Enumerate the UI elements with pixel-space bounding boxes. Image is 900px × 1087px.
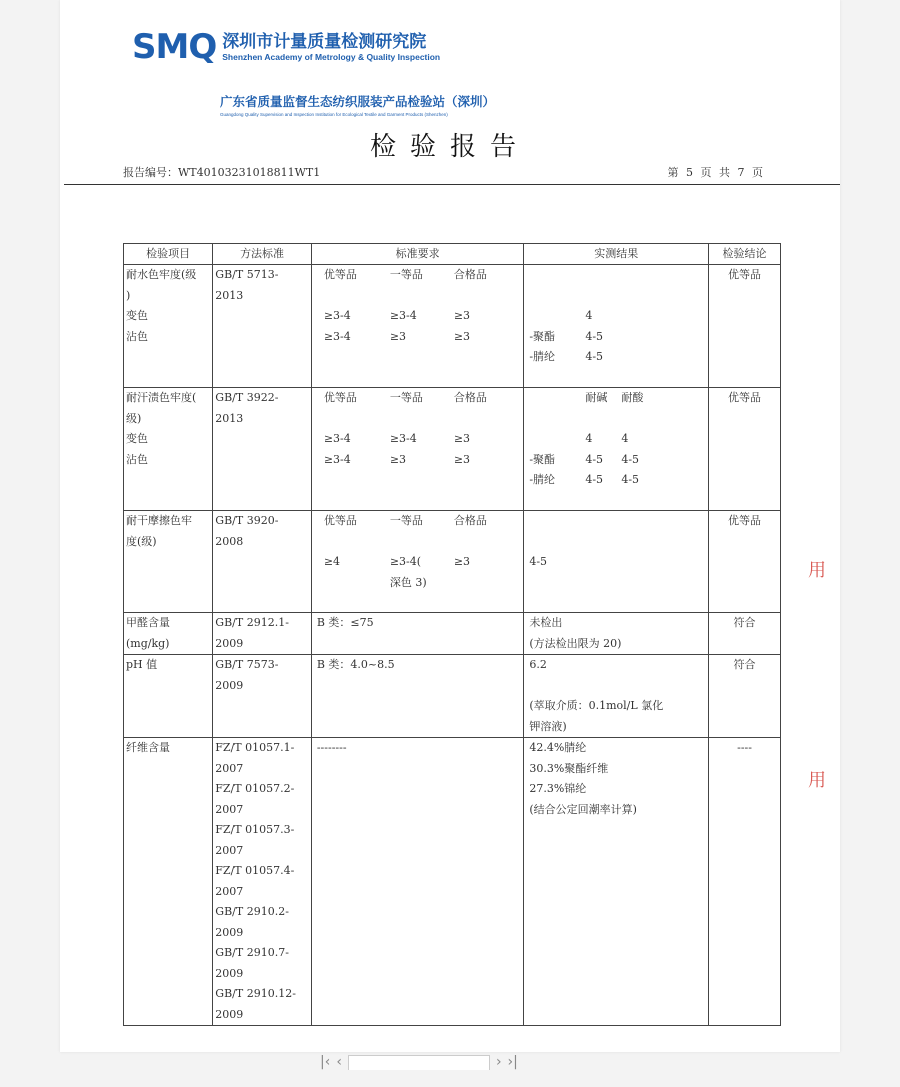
grade-value: ≥3 xyxy=(389,329,407,343)
method-cell xyxy=(213,511,312,613)
station-name-en: Guangdong Quality Supervision and Inspection Institution for Ecological Textile and Garment Products (Shenzhen) xyxy=(220,112,448,117)
grade-value: 深色 3) xyxy=(389,575,427,589)
method-text: FZ/T 01057.2- xyxy=(215,782,295,795)
table-row xyxy=(124,655,781,738)
spacer xyxy=(324,409,521,430)
result-value: 4 xyxy=(585,432,593,445)
result-cell xyxy=(524,265,709,388)
item-cell xyxy=(124,655,213,738)
column-header: 标准要求 xyxy=(311,244,523,265)
method-text: 2009 xyxy=(215,925,244,939)
grade-value: ≥3-4 xyxy=(323,329,351,343)
grade-label: 优等品 xyxy=(323,514,357,527)
method-cell xyxy=(213,388,312,511)
result-label: -腈纶 xyxy=(529,350,556,363)
grade-label: 一等品 xyxy=(389,514,423,527)
result-line xyxy=(529,450,706,471)
spacer xyxy=(529,265,706,286)
result-cell xyxy=(524,738,709,1026)
requirement-line xyxy=(324,573,521,594)
prev-page-button[interactable]: ‹ xyxy=(336,1054,342,1070)
result-cell xyxy=(524,511,709,613)
method-text: 2009 xyxy=(215,1007,244,1021)
method-text: GB/T 2910.12- xyxy=(215,987,296,1000)
column-header: 检验结论 xyxy=(709,244,781,265)
table-row xyxy=(124,738,781,1026)
method-text: 2007 xyxy=(215,843,244,857)
grade-value xyxy=(454,573,514,594)
requirement-line xyxy=(324,306,521,327)
item-text: 级) xyxy=(126,411,142,425)
method-text: 2013 xyxy=(215,288,244,302)
column-header: 检验项目 xyxy=(124,244,213,265)
method-text: 2008 xyxy=(215,534,244,548)
result-label: -聚酯 xyxy=(529,329,556,343)
grade-value: ≥3-4 xyxy=(389,309,417,322)
grade-label: 一等品 xyxy=(389,391,423,404)
result-value: 6.2 xyxy=(529,658,547,671)
table-row xyxy=(124,613,781,655)
method-text: 2007 xyxy=(215,802,244,816)
first-page-button[interactable]: |‹ xyxy=(320,1054,331,1070)
result-label xyxy=(529,306,585,327)
result-value: 4 xyxy=(585,309,593,322)
result-value: 27.3%锦纶 xyxy=(529,782,587,795)
inspection-table xyxy=(123,243,781,1026)
report-page xyxy=(60,0,840,1052)
result-value: 未检出 xyxy=(529,616,563,629)
item-cell xyxy=(124,388,213,511)
grade-label: 优等品 xyxy=(323,391,357,404)
grade-label: 合格品 xyxy=(453,391,487,404)
result-value: 4-5 xyxy=(621,452,640,466)
item-cell xyxy=(124,613,213,655)
method-text: 2007 xyxy=(215,884,244,898)
grade-value: ≥3 xyxy=(453,432,471,445)
spacer xyxy=(324,532,521,553)
header-divider xyxy=(64,184,840,185)
result-value: 4-5 xyxy=(585,473,604,486)
method-text: 2009 xyxy=(215,966,244,980)
requirement-cell xyxy=(311,511,523,613)
grade-value: ≥4 xyxy=(323,555,341,568)
station-name-cn: 广东省质量监督生态纺织服装产品检验站（深圳） xyxy=(220,94,496,109)
requirement-line xyxy=(324,552,521,573)
spacer xyxy=(529,511,706,532)
conclusion-cell: ---- xyxy=(709,738,781,1026)
result-value: 4-5 xyxy=(585,350,604,363)
result-label: 耐碱 xyxy=(585,391,608,404)
method-cell xyxy=(213,265,312,388)
table-row xyxy=(124,511,781,613)
requirement-line xyxy=(324,450,521,471)
result-value: 4-5 xyxy=(529,555,548,568)
result-cell xyxy=(524,655,709,738)
conclusion-cell: 符合 xyxy=(709,613,781,655)
requirement-line xyxy=(324,511,521,532)
spacer xyxy=(529,532,706,553)
method-text: GB/T 2912.1- xyxy=(215,616,289,629)
organization-name xyxy=(222,32,440,63)
item-text: 变色 xyxy=(126,432,148,445)
method-text: GB/T 2910.7- xyxy=(215,946,289,959)
item-text: ) xyxy=(126,288,131,302)
item-text: 耐水色牢度(级 xyxy=(126,268,197,281)
grade-value: ≥3-4 xyxy=(323,432,351,445)
result-line xyxy=(529,306,706,327)
result-line xyxy=(529,388,706,409)
grade-label: 合格品 xyxy=(453,514,487,527)
result-label xyxy=(529,429,585,450)
item-text: 纤维含量 xyxy=(126,741,170,754)
grade-value: ≥3 xyxy=(453,329,471,343)
grade-value: ≥3 xyxy=(389,452,407,466)
spacer xyxy=(324,286,521,307)
grade-value: ≥3 xyxy=(453,555,471,568)
method-text: GB/T 3920- xyxy=(215,514,279,527)
method-text: 2007 xyxy=(215,761,244,775)
table-row xyxy=(124,388,781,511)
grade-value: ≥3 xyxy=(453,309,471,322)
grade-label: 合格品 xyxy=(453,268,487,281)
item-cell xyxy=(124,738,213,1026)
method-text: FZ/T 01057.1- xyxy=(215,741,295,754)
result-line xyxy=(529,327,706,348)
spacer xyxy=(529,676,706,697)
item-text: 沾色 xyxy=(126,452,148,466)
column-header: 方法标准 xyxy=(213,244,312,265)
method-cell xyxy=(213,655,312,738)
seal-stamp-fragment: 用 xyxy=(808,770,826,791)
requirement-cell xyxy=(311,265,523,388)
org-name-en: Shenzhen Academy of Metrology & Quality Inspection xyxy=(222,51,441,62)
requirement-line xyxy=(324,429,521,450)
last-page-button[interactable]: ›| xyxy=(507,1054,518,1070)
page-input[interactable] xyxy=(348,1055,490,1070)
spacer xyxy=(529,409,706,430)
item-text: 耐干摩擦色牢 xyxy=(126,514,192,527)
page-counter: 第 5 页 共 7 页 xyxy=(667,166,765,179)
result-value: 4-5 xyxy=(585,452,604,466)
next-page-button[interactable]: › xyxy=(495,1054,502,1070)
grade-label: 优等品 xyxy=(323,268,357,281)
result-value: 4 xyxy=(621,432,629,445)
item-text: 变色 xyxy=(126,309,148,322)
method-cell xyxy=(213,613,312,655)
result-note: (萃取介质：0.1mol/L 氯化 xyxy=(529,699,664,712)
station-name xyxy=(220,92,495,117)
table-header-row xyxy=(124,244,781,265)
result-line xyxy=(529,347,706,368)
pagination-bar xyxy=(320,1054,518,1070)
method-cell xyxy=(213,738,312,1026)
requirement-cell: B 类：≤75 xyxy=(311,613,523,655)
item-cell xyxy=(124,265,213,388)
method-text: GB/T 5713- xyxy=(215,268,279,281)
item-text: 度(级) xyxy=(126,534,157,548)
conclusion-cell: 优等品 xyxy=(709,511,781,613)
conclusion-cell: 符合 xyxy=(709,655,781,738)
method-text: FZ/T 01057.3- xyxy=(215,823,295,836)
grade-value: ≥3-4 xyxy=(323,452,351,466)
seal-stamp-fragment: 用 xyxy=(808,560,826,581)
grade-label: 一等品 xyxy=(389,268,423,281)
requirement-cell: B 类：4.0~8.5 xyxy=(311,655,523,738)
result-value: 4-5 xyxy=(585,329,604,343)
result-label: -腈纶 xyxy=(529,473,556,486)
result-label xyxy=(529,388,585,409)
org-name-cn: 深圳市计量质量检测研究院 xyxy=(222,31,427,52)
result-value: 42.4%腈纶 xyxy=(529,741,587,754)
result-line xyxy=(529,470,706,491)
table-row xyxy=(124,265,781,388)
method-text: GB/T 3922- xyxy=(215,391,279,404)
grade-value: ≥3-4 xyxy=(323,309,351,322)
result-note: 钾溶液) xyxy=(529,719,567,733)
conclusion-cell: 优等品 xyxy=(709,388,781,511)
item-text: pH 值 xyxy=(126,658,158,671)
method-text: 2009 xyxy=(215,678,244,692)
grade-value: ≥3 xyxy=(453,452,471,466)
item-text: 甲醛含量 xyxy=(126,616,170,629)
requirement-cell xyxy=(311,388,523,511)
method-text: 2009 xyxy=(215,636,244,650)
method-text: GB/T 2910.2- xyxy=(215,905,289,918)
requirement-line xyxy=(324,327,521,348)
column-header: 实测结果 xyxy=(524,244,709,265)
method-text: FZ/T 01057.4- xyxy=(215,864,295,877)
method-text: 2013 xyxy=(215,411,244,425)
result-line xyxy=(529,429,706,450)
result-value: 30.3%聚酯纤维 xyxy=(529,761,609,775)
report-title: 检验报告 xyxy=(369,132,530,162)
requirement-line xyxy=(324,388,521,409)
item-cell xyxy=(124,511,213,613)
requirement-cell: -------- xyxy=(311,738,523,1026)
result-note: (结合公定回潮率计算) xyxy=(529,802,637,816)
method-text: GB/T 7573- xyxy=(215,658,279,671)
result-note: (方法检出限为 20) xyxy=(529,636,622,650)
result-value: 4-5 xyxy=(621,473,640,486)
report-number: 报告编号：WT40103231018811WT1 xyxy=(123,166,321,179)
result-cell xyxy=(524,613,709,655)
grade-value xyxy=(324,573,390,594)
spacer xyxy=(529,286,706,307)
conclusion-cell: 优等品 xyxy=(709,265,781,388)
grade-value: ≥3-4 xyxy=(389,432,417,445)
header-logo xyxy=(132,27,441,67)
grade-value: ≥3-4( xyxy=(389,555,422,568)
result-label: 耐酸 xyxy=(621,391,644,404)
item-text: (mg/kg) xyxy=(126,636,170,650)
smq-logo: SMQ xyxy=(132,27,217,67)
result-cell xyxy=(524,388,709,511)
result-label: -聚酯 xyxy=(529,452,556,466)
item-text: 耐汗渍色牢度( xyxy=(126,391,197,404)
item-text: 沾色 xyxy=(126,329,148,343)
requirement-line xyxy=(324,265,521,286)
